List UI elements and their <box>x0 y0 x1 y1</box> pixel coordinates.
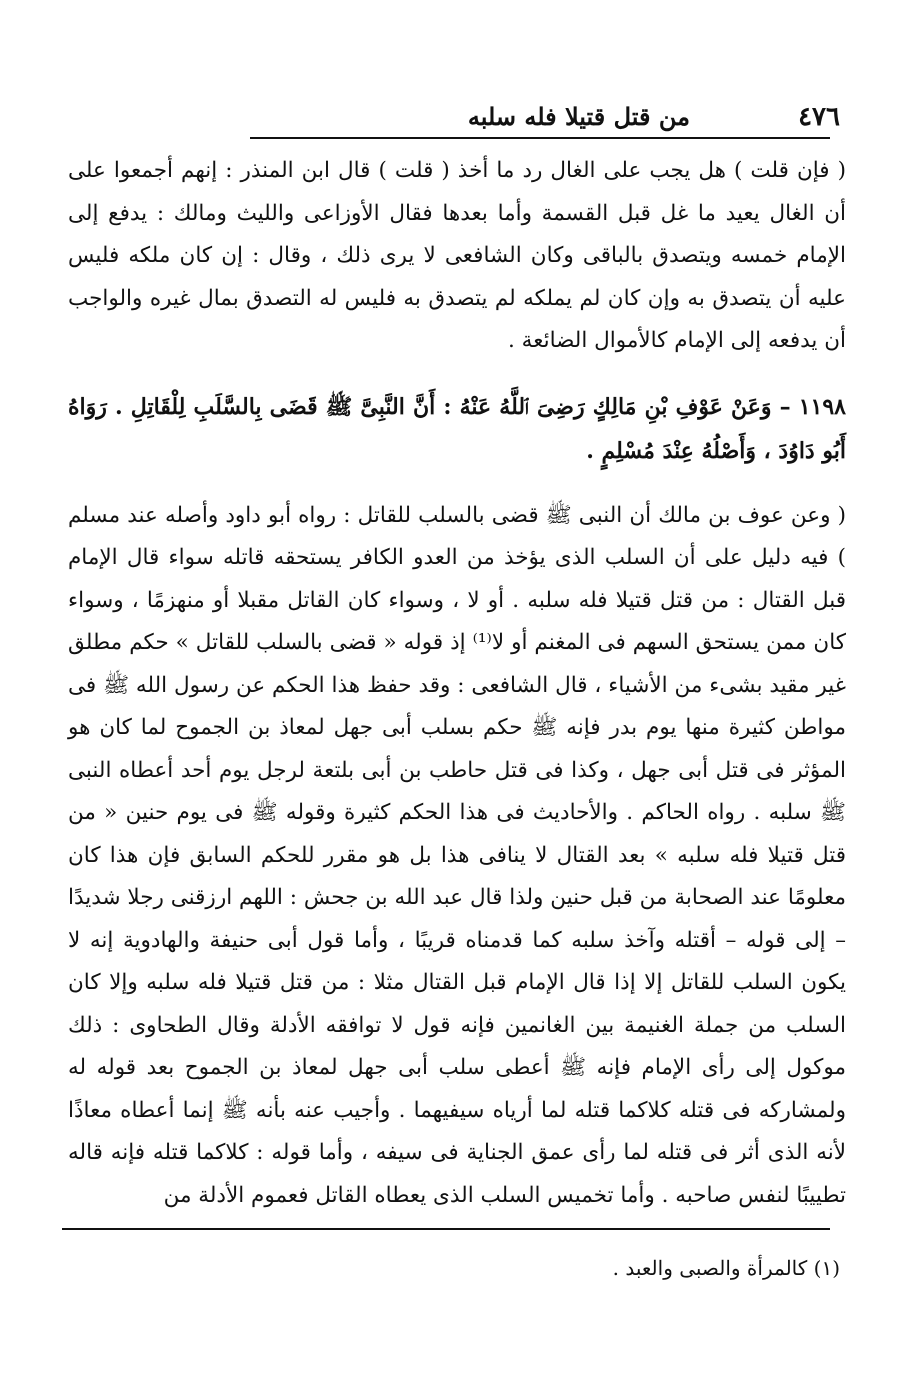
running-title: من قتل قتيلا فله سلبه <box>467 102 690 131</box>
page-number: ٤٧٦ <box>798 102 840 132</box>
paragraph-commentary-ghulul: ( فإن قلت ) هل يجب على الغال رد ما أخذ ( قلت ) قال ابن المنذر : إنهم أجمعوا على أن الغال يعيد ما غل قبل القسمة وأما بعدها فقال الأوزاعى والليث ومالك : يدفع إلى الإمام خمسه ويتصدق بالباقى وكان الشافعى لا يرى ذلك ، وقال : إن كان ملكه فليس عليه أن يتصدق به وإن كان لم يملكه لم يتصدق به فليس له التصدق بمال غيره والواجب أن يدفعه إلى الإمام كالأموال الضائعة . <box>68 158 846 353</box>
paragraph-commentary-salab: ( وعن عوف بن مالك أن النبى ﷺ قضى بالسلب للقاتل : رواه أبو داود وأصله عند مسلم ) فيه دليل على أن السلب الذى يؤخذ من العدو الكافر يستحقه قاتله سواء قال الإمام قبل القتال : من قتل قتيلا فله سلبه . أو لا ، وسواء كان القاتل مقبلا أو منهزمًا ، وسواء كان ممن يستحق السهم فى المغنم أو لا⁽¹⁾ إذ قوله « قضى بالسلب للقاتل » حكم مطلق غير مقيد بشىء من الأشياء ، قال الشافعى : وقد حفظ هذا الحكم عن رسول الله ﷺ فى مواطن كثيرة منها يوم بدر فإنه ﷺ حكم بسلب أبى جهل لمعاذ بن الجموح لما كان هو المؤثر فى قتل أبى جهل ، وكذا فى قتل حاطب بن أبى بلتعة لرجل يوم أحد أعطاه النبى ﷺ سلبه . رواه الحاكم . والأحاديث فى هذا الحكم كثيرة وقوله ﷺ فى يوم حنين « من قتل قتيلا فله سلبه » بعد القتال لا ينافى هذا بل هو مقرر للحكم السابق فإن هذا كان معلومًا عند الصحابة من قبل حنين ولذا قال عبد الله بن جحش : اللهم ارزقنى رجلا شديدًا – إلى قوله – أقتله وآخذ سلبه كما قدمناه قريبًا ، وأما قول أبى حنيفة والهادوية إنه لا يكون السلب للقاتل إلا إذا قال الإمام قبل القتال مثلا : من قتل قتيلا فله سلبه وإلا كان السلب من جملة الغنيمة بين الغانمين فإنه قول لا توافقه الأدلة وقال الطحاوى : ذلك موكول إلى رأى الإمام فإنه ﷺ أعطى سلب أبى جهل لمعاذ بن الجموح بعد قوله له ولمشاركه فى قتله كلاكما قتله لما أرياه سيفيهما . وأجيب عنه بأنه ﷺ إنما أعطاه معاذًا لأنه الذى أثر فى قتله لما رأى عمق الجناية فى سيفه ، وأما قوله : كلاكما قتله فإنه قاله تطييبًا لنفس صاحبه . وأما تخميس السلب الذى يعطاه القاتل فعموم الأدلة من <box>68 502 846 1208</box>
main-text <box>68 150 846 1239</box>
header-rule <box>250 137 830 139</box>
footnote-rule <box>62 1228 830 1230</box>
footnote-1: (١) كالمرأة والصبى والعبد . <box>612 1256 840 1280</box>
hadith-1198: ١١٩٨ – وَعَنْ عَوْفِ بْنِ مَالِكٍ رَضِىَ ٱللَّهُ عَنْهُ : أَنَّ النَّبِىَّ ﷺ قَضَى بِالسَّلَبِ لِلْقَاتِلِ . رَوَاهُ أَبُو دَاوُدَ ، وَأَصْلُهُ عِنْدَ مُسْلِمٍ . <box>68 393 846 464</box>
page-header <box>240 100 840 136</box>
